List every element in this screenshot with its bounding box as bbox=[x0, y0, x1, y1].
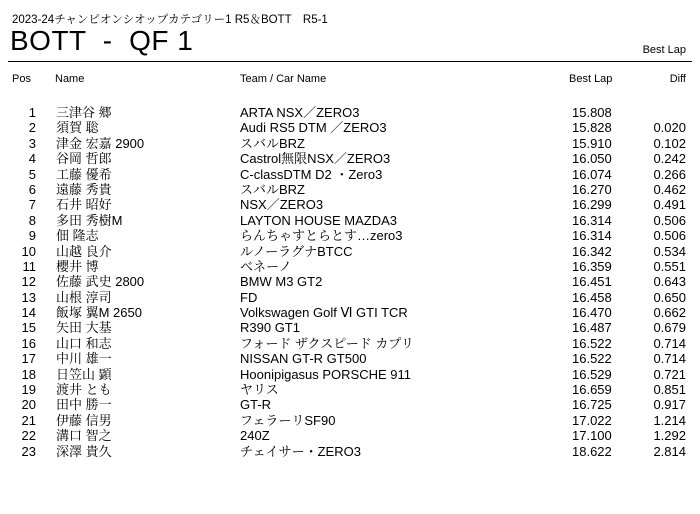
position-cell: 6 bbox=[28, 181, 36, 197]
table-row bbox=[0, 428, 700, 443]
driver-name-cell: 中川 雄一 bbox=[56, 351, 112, 367]
position-cell: 10 bbox=[21, 243, 36, 259]
team-car-cell: GT-R bbox=[240, 397, 272, 413]
best-lap-cell: 16.522 bbox=[572, 351, 612, 367]
table-row bbox=[0, 151, 700, 166]
driver-name-cell: 石井 昭好 bbox=[56, 197, 112, 213]
best-lap-cell: 15.910 bbox=[572, 135, 612, 151]
position-cell: 22 bbox=[21, 428, 36, 444]
team-car-cell: FD bbox=[240, 289, 258, 305]
diff-cell: 2.814 bbox=[653, 443, 686, 459]
best-lap-cell: 16.270 bbox=[572, 181, 612, 197]
table-row bbox=[0, 336, 700, 351]
team-car-cell: ARTA NSX／ZERO3 bbox=[240, 105, 360, 120]
best-lap-cell: 16.050 bbox=[572, 151, 612, 167]
diff-cell: 0.917 bbox=[653, 397, 686, 413]
driver-name-cell: 佐藤 武史 2800 bbox=[56, 274, 145, 290]
table-row bbox=[0, 274, 700, 289]
team-car-cell: Volkswagen Golf Ⅵ GTI TCR bbox=[240, 305, 408, 321]
table-row bbox=[0, 290, 700, 305]
best-lap-cell: 16.314 bbox=[572, 228, 612, 244]
table-row bbox=[0, 413, 700, 428]
table-row bbox=[0, 197, 700, 212]
table-row bbox=[0, 259, 700, 274]
team-car-cell: BMW M3 GT2 bbox=[240, 274, 323, 290]
position-cell: 20 bbox=[21, 397, 36, 413]
position-cell: 5 bbox=[28, 166, 36, 182]
table-row bbox=[0, 120, 700, 135]
position-cell: 23 bbox=[21, 443, 36, 459]
driver-name-cell: 日笠山 顕 bbox=[56, 366, 112, 382]
diff-cell: 0.662 bbox=[653, 305, 686, 321]
diff-cell: 0.551 bbox=[653, 258, 686, 274]
position-cell: 21 bbox=[21, 412, 36, 428]
diff-cell: 0.721 bbox=[653, 366, 686, 382]
driver-name-cell: 田中 勝一 bbox=[56, 397, 112, 413]
results-table bbox=[0, 105, 700, 459]
diff-cell: 0.851 bbox=[653, 382, 686, 398]
position-cell: 14 bbox=[21, 305, 36, 321]
driver-name-cell: 矢田 大基 bbox=[56, 320, 112, 336]
team-car-cell: Hoonipigasus PORSCHE 911 bbox=[240, 366, 412, 382]
column-header-best-lap: Best Lap bbox=[569, 73, 613, 85]
best-lap-cell: 18.622 bbox=[572, 443, 612, 459]
driver-name-cell: 深澤 貴久 bbox=[56, 443, 112, 459]
diff-cell: 0.020 bbox=[653, 120, 686, 136]
best-lap-cell: 17.100 bbox=[572, 428, 612, 444]
position-cell: 1 bbox=[28, 105, 36, 120]
position-cell: 17 bbox=[21, 351, 36, 367]
diff-cell: 0.506 bbox=[653, 228, 686, 244]
best-lap-cell: 16.522 bbox=[572, 335, 612, 351]
driver-name-cell: 山根 淳司 bbox=[56, 289, 112, 305]
table-row bbox=[0, 320, 700, 335]
position-cell: 11 bbox=[22, 258, 36, 274]
diff-cell: 0.650 bbox=[653, 289, 686, 305]
driver-name-cell: 須賀 聡 bbox=[56, 120, 99, 136]
driver-name-cell: 伊藤 信男 bbox=[56, 412, 112, 428]
diff-cell: 0.491 bbox=[653, 197, 686, 213]
diff-cell: 0.714 bbox=[653, 351, 686, 367]
table-row bbox=[0, 105, 700, 120]
team-car-cell: R390 GT1 bbox=[240, 320, 300, 336]
team-car-cell: Audi RS5 DTM ／ZERO3 bbox=[240, 120, 387, 136]
team-car-cell: NISSAN GT-R GT500 bbox=[240, 351, 367, 367]
position-cell: 8 bbox=[28, 212, 36, 228]
team-car-cell: C-classDTM D2 ・Zero3 bbox=[240, 166, 383, 182]
table-row bbox=[0, 167, 700, 182]
best-lap-cell: 16.314 bbox=[572, 212, 612, 228]
diff-cell: 0.242 bbox=[653, 151, 686, 167]
position-cell: 3 bbox=[28, 135, 36, 151]
table-row bbox=[0, 182, 700, 197]
best-lap-cell: 16.458 bbox=[572, 289, 612, 305]
driver-name-cell: 溝口 智之 bbox=[56, 428, 112, 444]
team-car-cell: Castrol無限NSX／ZERO3 bbox=[240, 151, 391, 167]
position-cell: 18 bbox=[21, 366, 36, 382]
best-lap-cell: 16.725 bbox=[572, 397, 612, 413]
team-car-cell: ベネーノ bbox=[240, 258, 292, 274]
column-header-diff: Diff bbox=[669, 73, 686, 85]
diff-cell: 0.679 bbox=[653, 320, 686, 336]
best-lap-cell: 15.808 bbox=[572, 105, 612, 120]
diff-cell: 0.102 bbox=[653, 135, 686, 151]
driver-name-cell: 津金 宏嘉 2900 bbox=[56, 135, 145, 151]
diff-cell: 1.292 bbox=[653, 428, 686, 444]
header-divider bbox=[8, 61, 692, 62]
driver-name-cell: 多田 秀樹M bbox=[56, 212, 123, 228]
page-title: BOTT - QF 1 bbox=[10, 25, 194, 56]
best-lap-cell: 16.659 bbox=[572, 382, 612, 398]
position-cell: 9 bbox=[28, 228, 36, 244]
diff-cell: 0.714 bbox=[653, 335, 686, 351]
position-cell: 16 bbox=[21, 335, 36, 351]
best-lap-cell: 16.487 bbox=[572, 320, 612, 336]
team-car-cell: フォード ザクスピード カプリ bbox=[240, 335, 414, 351]
table-row bbox=[0, 228, 700, 243]
driver-name-cell: 佃 隆志 bbox=[56, 228, 99, 244]
table-row bbox=[0, 367, 700, 382]
team-car-cell: チェイサー・ZERO3 bbox=[240, 443, 361, 459]
diff-cell: 0.462 bbox=[653, 181, 686, 197]
event-subtitle: 2023-24チャンピオンシオップカテゴリー1 R5＆BOTT R5-1 bbox=[12, 14, 328, 26]
table-row bbox=[0, 382, 700, 397]
best-lap-cell: 17.022 bbox=[572, 412, 612, 428]
driver-name-cell: 遠藤 秀貴 bbox=[56, 181, 112, 197]
team-car-cell: ルノーラグナBTCC bbox=[240, 243, 353, 259]
team-car-cell: NSX／ZERO3 bbox=[240, 197, 324, 213]
position-cell: 12 bbox=[21, 274, 36, 290]
team-car-cell: スバルBRZ bbox=[240, 135, 306, 151]
team-car-cell: フェラーリSF90 bbox=[240, 412, 336, 428]
best-lap-cell: 16.299 bbox=[572, 197, 612, 213]
diff-cell: 1.214 bbox=[653, 412, 686, 428]
position-cell: 13 bbox=[21, 289, 36, 305]
driver-name-cell: 三津谷 郷 bbox=[56, 105, 112, 120]
best-lap-cell: 16.451 bbox=[572, 274, 612, 290]
position-cell: 2 bbox=[28, 120, 36, 136]
driver-name-cell: 工藤 優希 bbox=[56, 166, 112, 182]
team-car-cell: 240Z bbox=[240, 428, 270, 444]
best-lap-cell: 16.074 bbox=[572, 166, 612, 182]
team-car-cell: LAYTON HOUSE MAZDA3 bbox=[240, 212, 397, 228]
diff-cell: 0.534 bbox=[653, 243, 686, 259]
table-row bbox=[0, 444, 700, 459]
position-cell: 7 bbox=[28, 197, 36, 213]
diff-cell: 0.643 bbox=[653, 274, 686, 290]
table-row bbox=[0, 213, 700, 228]
section-label: Best Lap bbox=[642, 44, 686, 56]
best-lap-cell: 16.470 bbox=[572, 305, 612, 321]
best-lap-cell: 15.828 bbox=[572, 120, 612, 136]
driver-name-cell: 山越 良介 bbox=[56, 243, 112, 259]
driver-name-cell: 渡井 とも bbox=[56, 382, 112, 398]
driver-name-cell: 谷岡 哲郎 bbox=[56, 151, 112, 167]
position-cell: 4 bbox=[28, 151, 36, 167]
best-lap-cell: 16.529 bbox=[572, 366, 612, 382]
driver-name-cell: 飯塚 翼M 2650 bbox=[56, 305, 142, 321]
position-cell: 15 bbox=[21, 320, 36, 336]
team-car-cell: らんちゃすとらとす…zero3 bbox=[240, 228, 403, 244]
position-cell: 19 bbox=[21, 382, 36, 398]
table-row bbox=[0, 136, 700, 151]
team-car-cell: スバルBRZ bbox=[240, 181, 306, 197]
driver-name-cell: 櫻井 博 bbox=[56, 258, 99, 274]
table-row bbox=[0, 351, 700, 366]
best-lap-cell: 16.359 bbox=[572, 258, 612, 274]
table-row bbox=[0, 397, 700, 412]
team-car-cell: ヤリス bbox=[240, 382, 279, 398]
column-header-team: Team / Car Name bbox=[240, 73, 327, 85]
driver-name-cell: 山口 和志 bbox=[56, 335, 112, 351]
diff-cell: 0.506 bbox=[653, 212, 686, 228]
table-row bbox=[0, 305, 700, 320]
column-header-pos: Pos bbox=[12, 73, 31, 85]
table-row bbox=[0, 244, 700, 259]
best-lap-cell: 16.342 bbox=[572, 243, 612, 259]
diff-cell: 0.266 bbox=[653, 166, 686, 182]
column-header-name: Name bbox=[55, 73, 85, 85]
